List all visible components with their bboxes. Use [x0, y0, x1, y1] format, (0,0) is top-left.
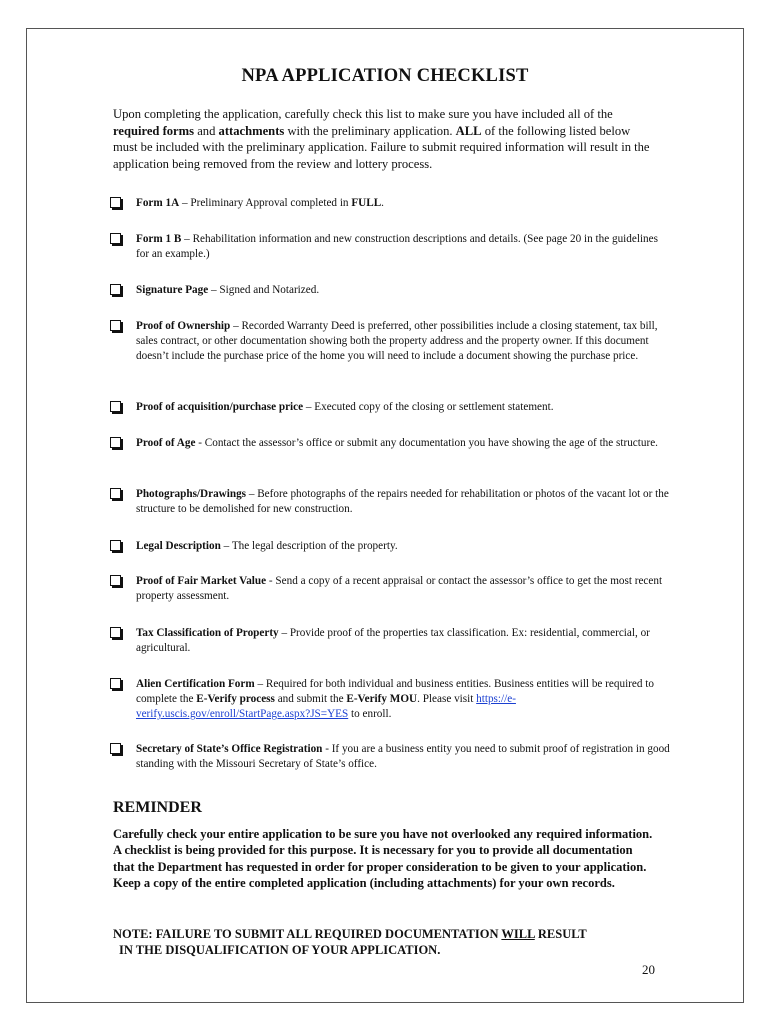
- checkbox-icon[interactable]: [110, 678, 121, 689]
- checklist-item-legal-description: Legal Description – The legal description of the property.: [110, 539, 670, 554]
- intro-paragraph: Upon completing the application, carefully check this list to make sure you have included all of the required forms and attachments with the preliminary application. ALL of the following listed below must be included with the preliminary application. Failure to submit required information will result in the application being removed from the review and lottery process.: [113, 107, 650, 171]
- page-number: 20: [642, 962, 655, 977]
- note-paragraph: NOTE: FAILURE TO SUBMIT ALL REQUIRED DOCUMENTATION WILL RESULT IN THE DISQUALIFICATION OF YOUR APPLICATION.: [113, 927, 587, 958]
- reminder-paragraph: Carefully check your entire application to be sure you have not overlooked any required information. A checklist is being provided for this purpose. It is necessary for you to provide all documentation that the Department has requested in order for proper consideration to be given to your application. Keep a copy of the entire completed application (including attachments) for your own records.: [113, 827, 653, 890]
- checklist-item-form-1b: Form 1 B – Rehabilitation information and new construction descriptions and details. (See page 20 in the guidelines for an example.): [110, 232, 670, 262]
- checkbox-icon[interactable]: [110, 540, 121, 551]
- checklist-item-proof-of-purchase: Proof of acquisition/purchase price – Executed copy of the closing or settlement statement.: [110, 400, 670, 415]
- checkbox-icon[interactable]: [110, 233, 121, 244]
- checklist-item-alien-certification: Alien Certification Form – Required for both individual and business entities. Business entities will be required to complete the E-Verify process and submit the E-Verify MOU. Please visit https://e-verify.uscis.gov/enroll/StartPage.aspx?JS=YES to enroll.: [110, 677, 670, 722]
- checklist-item-form-1a: Form 1A – Preliminary Approval completed in FULL.: [110, 196, 670, 211]
- checkbox-icon[interactable]: [110, 488, 121, 499]
- checklist-item-fair-market-value: Proof of Fair Market Value - Send a copy of a recent appraisal or contact the assessor’s office to get the most recent property assessment.: [110, 574, 670, 604]
- checklist-item-proof-of-age: Proof of Age - Contact the assessor’s office or submit any documentation you have showing the age of the structure.: [110, 436, 670, 451]
- page-title: NPA APPLICATION CHECKLIST: [241, 66, 529, 86]
- checklist-item-secretary-of-state: Secretary of State’s Office Registration - If you are a business entity you need to submit proof of registration in good standing with the Missouri Secretary of State’s office.: [110, 742, 670, 772]
- checklist-item-photographs: Photographs/Drawings – Before photographs of the repairs needed for rehabilitation or photos of the vacant lot or the structure to be demolished for new construction.: [110, 487, 670, 517]
- checkbox-icon[interactable]: [110, 197, 121, 208]
- checklist-item-tax-classification: Tax Classification of Property – Provide proof of the properties tax classification. Ex: residential, commercial, or agricultural.: [110, 626, 670, 656]
- checkbox-icon[interactable]: [110, 575, 121, 586]
- checkbox-icon[interactable]: [110, 320, 121, 331]
- checklist-item-proof-of-ownership: Proof of Ownership – Recorded Warranty Deed is preferred, other possibilities include a closing statement, tax bill, sales contract, or other documentation showing both the property address and the property owner. If this document doesn’t include the purchase price of the home you will need to include a document showing the purchase price.: [110, 319, 670, 364]
- checklist-item-signature-page: Signature Page – Signed and Notarized.: [110, 283, 670, 298]
- checkbox-icon[interactable]: [110, 627, 121, 638]
- checkbox-icon[interactable]: [110, 437, 121, 448]
- checkbox-icon[interactable]: [110, 284, 121, 295]
- checkbox-icon[interactable]: [110, 743, 121, 754]
- e-verify-link[interactable]: https://e-verify.uscis.gov/enroll/StartPage.aspx?JS=YES: [136, 693, 516, 720]
- reminder-heading: REMINDER: [113, 799, 202, 816]
- checkbox-icon[interactable]: [110, 401, 121, 412]
